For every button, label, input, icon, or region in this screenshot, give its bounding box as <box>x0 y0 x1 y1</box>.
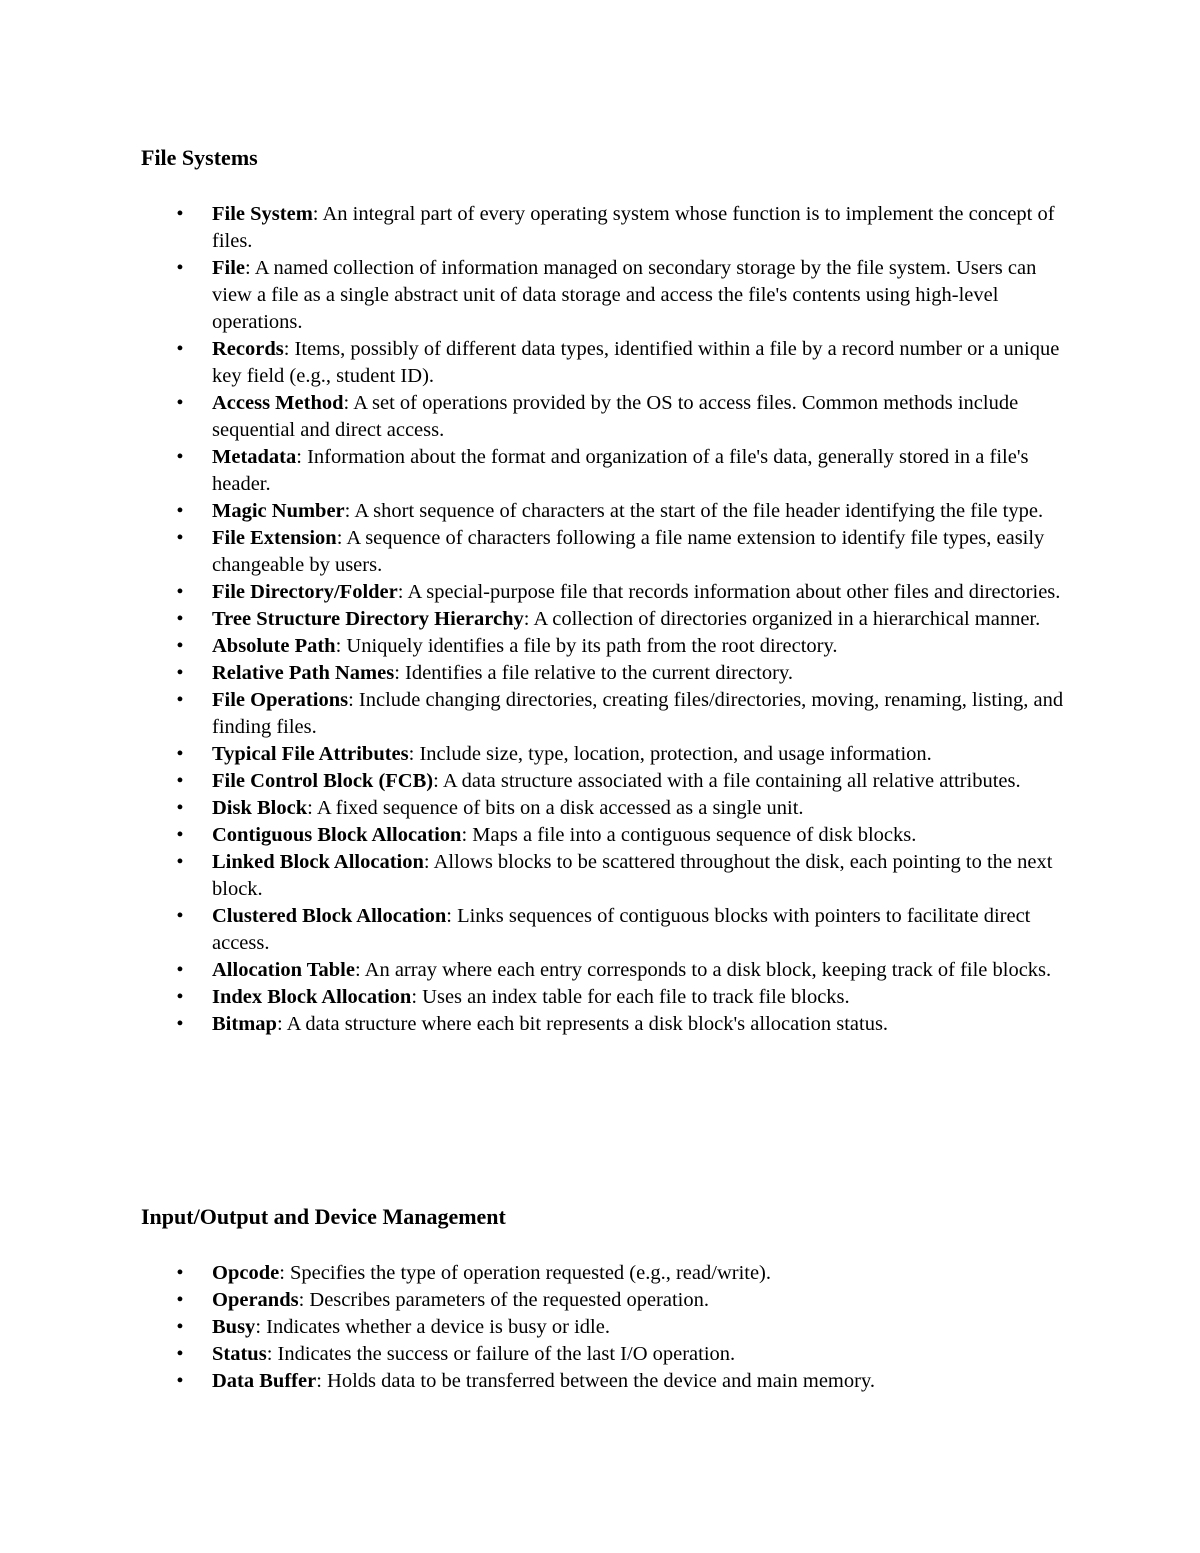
list-item <box>141 336 1066 390</box>
term-label: File Directory/Folder <box>212 581 398 603</box>
bullet-icon: • <box>176 1013 184 1035</box>
list-item <box>141 1341 1066 1368</box>
term-description: : Information about the format and organization of a file's data, generally stored in a file's header. <box>212 446 1029 495</box>
list-item <box>141 444 1066 498</box>
term-label: Linked Block Allocation <box>212 851 424 873</box>
term-label: Index Block Allocation <box>212 986 412 1008</box>
term-description: : Uniquely identifies a file by its path from the root directory. <box>335 635 838 657</box>
bullet-icon: • <box>176 392 184 414</box>
bullet-icon: • <box>176 635 184 657</box>
bullet-icon: • <box>176 1343 184 1365</box>
bullet-icon: • <box>176 959 184 981</box>
term-label: Records <box>212 338 284 360</box>
term-label: Operands <box>212 1289 299 1311</box>
term-label: File System <box>212 203 313 225</box>
term-label: Access Method <box>212 392 344 414</box>
term-description: : Items, possibly of different data types, identified within a file by a record number or a unique key field (e.g., student ID). <box>212 338 1060 387</box>
list-item <box>141 390 1066 444</box>
term-description: : Include changing directories, creating files/directories, moving, renaming, listing, and finding files. <box>212 689 1064 738</box>
bullet-icon: • <box>176 905 184 927</box>
list-item <box>141 1260 1066 1287</box>
bullet-icon: • <box>176 662 184 684</box>
bullet-icon: • <box>176 1316 184 1338</box>
list-item <box>141 822 1066 849</box>
term-label: Disk Block <box>212 797 308 819</box>
list-item <box>141 660 1066 687</box>
list-item <box>141 1287 1066 1314</box>
term-label: Magic Number <box>212 500 345 522</box>
term-label: File Operations <box>212 689 349 711</box>
list-item <box>141 606 1066 633</box>
term-description: : Identifies a file relative to the current directory. <box>394 662 793 684</box>
term-description: : Indicates whether a device is busy or idle. <box>255 1316 610 1338</box>
term-label: File <box>212 257 246 279</box>
term-label: Data Buffer <box>212 1370 317 1392</box>
term-label: Metadata <box>212 446 297 468</box>
bullet-icon: • <box>176 743 184 765</box>
list-item <box>141 1314 1066 1341</box>
term-description: : An array where each entry corresponds to a disk block, keeping track of file blocks. <box>354 959 1052 981</box>
list-item <box>141 633 1066 660</box>
term-description: : A data structure associated with a file containing all relative attributes. <box>433 770 1021 792</box>
list-item <box>141 741 1066 768</box>
term-label: Clustered Block Allocation <box>212 905 447 927</box>
bullet-icon: • <box>176 797 184 819</box>
bullet-icon: • <box>176 824 184 846</box>
bullet-icon: • <box>176 986 184 1008</box>
term-label: Relative Path Names <box>212 662 395 684</box>
term-description: : Holds data to be transferred between the device and main memory. <box>316 1370 875 1392</box>
bullet-icon: • <box>176 203 184 225</box>
list-item <box>141 525 1066 579</box>
bullet-icon: • <box>176 770 184 792</box>
bullet-icon: • <box>176 851 184 873</box>
bullet-icon: • <box>176 1370 184 1392</box>
bullet-icon: • <box>176 527 184 549</box>
list-item <box>141 984 1066 1011</box>
term-description: : Maps a file into a contiguous sequence of disk blocks. <box>461 824 917 846</box>
term-label: Status <box>212 1343 267 1365</box>
definition-list <box>141 201 1066 1038</box>
term-description: : A short sequence of characters at the start of the file header identifying the file type. <box>344 500 1044 522</box>
term-label: Bitmap <box>212 1013 277 1035</box>
list-item <box>141 1368 1066 1395</box>
term-description: : A fixed sequence of bits on a disk accessed as a single unit. <box>307 797 804 819</box>
term-label: Busy <box>212 1316 256 1338</box>
list-item <box>141 498 1066 525</box>
term-description: : An integral part of every operating system whose function is to implement the concept of files. <box>212 203 1055 252</box>
bullet-icon: • <box>176 257 184 279</box>
list-item <box>141 849 1066 903</box>
term-description: : A collection of directories organized in a hierarchical manner. <box>523 608 1041 630</box>
term-label: Allocation Table <box>212 959 355 981</box>
term-description: : A named collection of information managed on secondary storage by the file system. Users can view a file as a single abstract unit of data storage and access the file's contents using high-level operations. <box>212 257 1037 333</box>
list-item <box>141 687 1066 741</box>
term-description: : A sequence of characters following a file name extension to identify file types, easily changeable by users. <box>212 527 1045 576</box>
term-description: : Uses an index table for each file to track file blocks. <box>411 986 850 1008</box>
definition-list <box>141 1260 1066 1395</box>
section-heading: File Systems <box>141 145 258 170</box>
term-description: : A special-purpose file that records information about other files and directories. <box>397 581 1061 603</box>
bullet-icon: • <box>176 1262 184 1284</box>
bullet-icon: • <box>176 446 184 468</box>
bullet-icon: • <box>176 338 184 360</box>
term-description: : Include size, type, location, protection, and usage information. <box>408 743 932 765</box>
term-label: File Extension <box>212 527 337 549</box>
term-description: : Describes parameters of the requested operation. <box>298 1289 709 1311</box>
bullet-icon: • <box>176 500 184 522</box>
term-label: Tree Structure Directory Hierarchy <box>212 608 524 630</box>
list-item <box>141 768 1066 795</box>
list-item <box>141 201 1066 255</box>
term-label: File Control Block (FCB) <box>212 770 434 792</box>
list-item <box>141 255 1066 336</box>
term-description: : A set of operations provided by the OS to access files. Common methods include sequential and direct access. <box>212 392 1019 441</box>
term-description: : Indicates the success or failure of the last I/O operation. <box>266 1343 736 1365</box>
term-label: Contiguous Block Allocation <box>212 824 462 846</box>
list-item <box>141 903 1066 957</box>
term-description: : Specifies the type of operation requested (e.g., read/write). <box>279 1262 772 1284</box>
section-file-systems <box>141 144 1066 1038</box>
bullet-icon: • <box>176 689 184 711</box>
list-item <box>141 795 1066 822</box>
list-item <box>141 579 1066 606</box>
term-label: Absolute Path <box>212 635 336 657</box>
term-description: : A data structure where each bit represents a disk block's allocation status. <box>276 1013 889 1035</box>
list-item <box>141 1011 1066 1038</box>
bullet-icon: • <box>176 1289 184 1311</box>
bullet-icon: • <box>176 581 184 603</box>
term-description: : Allows blocks to be scattered throughout the disk, each pointing to the next block. <box>212 851 1053 900</box>
list-item <box>141 957 1066 984</box>
term-description: : Links sequences of contiguous blocks with pointers to facilitate direct access. <box>212 905 1031 954</box>
section-heading: Input/Output and Device Management <box>141 1204 506 1229</box>
bullet-icon: • <box>176 608 184 630</box>
section-io-device-management <box>141 1203 1066 1395</box>
term-label: Typical File Attributes <box>212 743 409 765</box>
term-label: Opcode <box>212 1262 280 1284</box>
